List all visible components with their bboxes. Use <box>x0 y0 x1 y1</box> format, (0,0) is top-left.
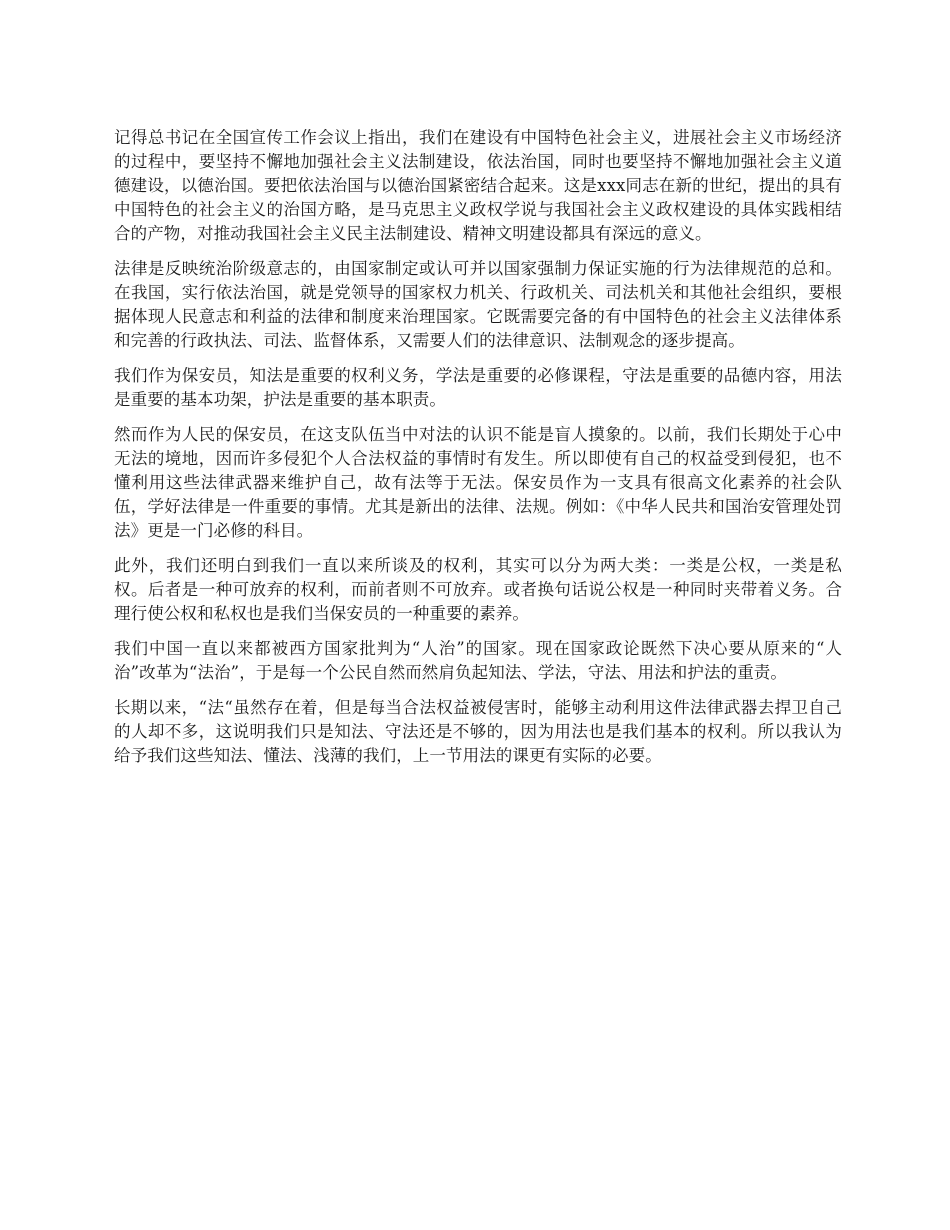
paragraph-1: 记得总书记在全国宣传工作会议上指出，我们在建设有中国特色社会主义，进展社会主义市场经济的过程中，要坚持不懈地加强社会主义法制建设，依法治国，同时也要坚持不懈地加强社会主义道德建设，以德治国。要把依法治国与以德治国紧密结合起来。这是xxx同志在新的世纪，提出的具有中国特色的社会主义的治国方略，是马克思主义政权学说与我国社会主义政权建设的具体实践相结合的产物，对推动我国社会主义民主法制建设、精神文明建设都具有深远的意义。 <box>114 128 842 243</box>
paragraph-3: 我们作为保安员，知法是重要的权利义务，学法是重要的必修课程，守法是重要的品德内容，用法是重要的基本功架，护法是重要的基本职责。 <box>114 366 842 409</box>
paragraph-4: 然而作为人民的保安员，在这支队伍当中对法的认识不能是盲人摸象的。以前，我们长期处于心中无法的境地，因而许多侵犯个人合法权益的事情时有发生。所以即使有自己的权益受到侵犯，也不懂利用这些法律武器来维护自己，故有法等于无法。保安员作为一支具有很高文化素养的社会队伍，学好法律是一件重要的事情。尤其是新出的法律、法规。例如：《中华人民共和国治安管理处罚法》更是一门必修的科目。 <box>114 425 842 540</box>
paragraph-2: 法律是反映统治阶级意志的，由国家制定或认可并以国家强制力保证实施的行为法律规范的总和。在我国，实行依法治国，就是党领导的国家权力机关、行政机关、司法机关和其他社会组织，要根据体现人民意志和利益的法律和制度来治理国家。它既需要完备的有中国特色的社会主义法律体系和完善的行政执法、司法、监督体系，又需要人们的法律意识、法制观念的逐步提高。 <box>114 259 842 350</box>
paragraph-6: 我们中国一直以来都被西方国家批判为“人治”的国家。现在国家政论既然下决心要从原来的“人治”改革为“法治”，于是每一个公民自然而然肩负起知法、学法，守法、用法和护法的重责。 <box>114 639 842 682</box>
paragraph-5: 此外，我们还明白到我们一直以来所谈及的权利，其实可以分为两大类：一类是公权，一类是私权。后者是一种可放弃的权利，而前者则不可放弃。或者换句话说公权是一种同时夹带着义务。合理行使公权和私权也是我们当保安员的一种重要的素养。 <box>114 556 842 623</box>
paragraph-7: 长期以来，“法“虽然存在着，但是每当合法权益被侵害时，能够主动利用这件法律武器去捍卫自己的人却不多，这说明我们只是知法、守法还是不够的，因为用法也是我们基本的权利。所以我认为给予我们这些知法、懂法、浅薄的我们，上一节用法的课更有实际的必要。 <box>114 698 842 765</box>
